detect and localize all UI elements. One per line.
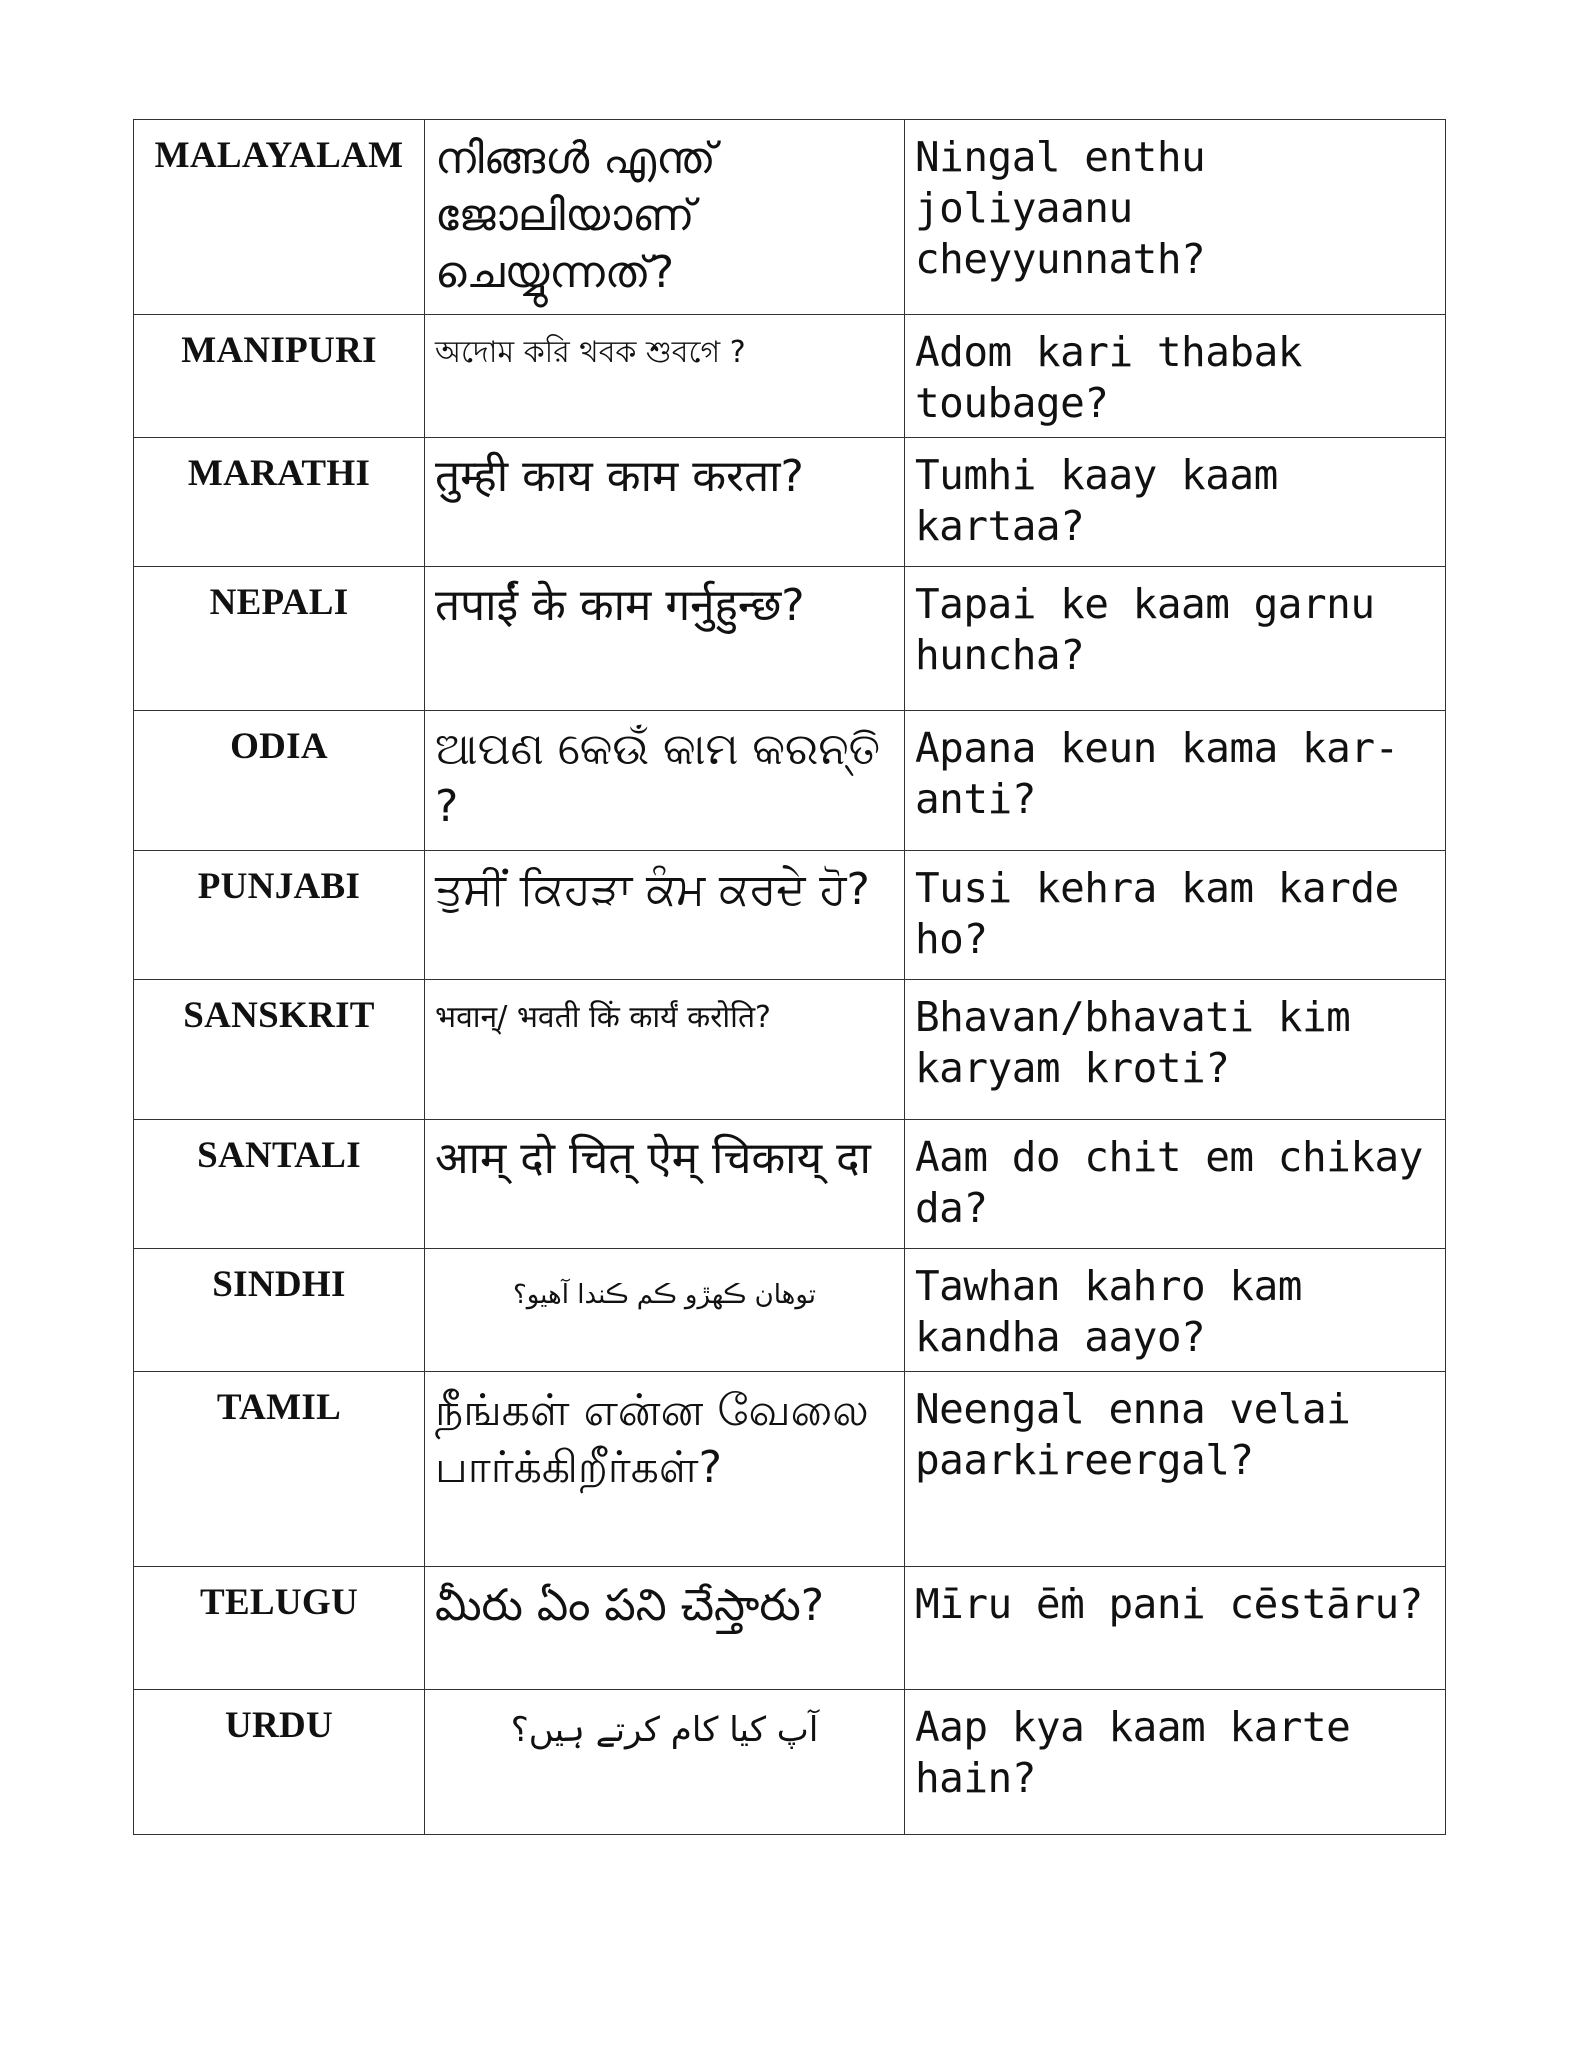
table-row [134, 120, 1446, 315]
table-row [134, 1690, 1446, 1835]
transliteration: Mīru ēṁ pani cēstāru? [905, 1567, 1446, 1690]
transliteration: Bhavan/bhavati kim karyam kroti? [905, 980, 1446, 1120]
language-name: NEPALI [134, 567, 425, 711]
native-phrase: നിങ്ങൾ എന്ത് ജോലിയാണ് ചെയ്യുന്നത്? [425, 120, 905, 315]
native-phrase: অদোম করি থবক শুবগে ? [425, 315, 905, 438]
language-name: SANSKRIT [134, 980, 425, 1120]
table-row [134, 438, 1446, 567]
transliteration: Tumhi kaay kaam kartaa? [905, 438, 1446, 567]
native-phrase: आम् दो चित् ऐम् चिकाय् दा [425, 1120, 905, 1249]
native-phrase: ਤੁਸੀਂ ਕਿਹੜਾ ਕੰਮ ਕਰਦੇ ਹੋ? [425, 851, 905, 980]
transliteration: Aam do chit em chikay da? [905, 1120, 1446, 1249]
language-name: TAMIL [134, 1372, 425, 1567]
table-row [134, 1372, 1446, 1567]
phrase-table [133, 119, 1446, 1835]
transliteration: Tapai ke kaam garnu huncha? [905, 567, 1446, 711]
table-row [134, 851, 1446, 980]
native-phrase: நீங்கள் என்ன வேலை பார்க்கிறீர்கள்? [425, 1372, 905, 1567]
native-phrase: آپ کیا کام کرتے ہیں؟ [425, 1690, 905, 1835]
language-name: MARATHI [134, 438, 425, 567]
language-name: ODIA [134, 711, 425, 851]
native-phrase: توهان ڪهڙو ڪم ڪندا آهيو؟ [425, 1249, 905, 1372]
table-row [134, 567, 1446, 711]
native-phrase: ଆପଣ କେଉଁ କାମ କରନ୍ତି ? [425, 711, 905, 851]
transliteration: Neengal enna velai paarkireergal? [905, 1372, 1446, 1567]
native-phrase: మీరు ఏం పని చేస్తారు? [425, 1567, 905, 1690]
language-name: TELUGU [134, 1567, 425, 1690]
native-phrase: तपाईं के काम गर्नुहुन्छ? [425, 567, 905, 711]
transliteration: Tusi kehra kam karde ho? [905, 851, 1446, 980]
table-row [134, 1249, 1446, 1372]
table-row [134, 1567, 1446, 1690]
table-row [134, 315, 1446, 438]
table-row [134, 711, 1446, 851]
language-name: URDU [134, 1690, 425, 1835]
transliteration: Tawhan kahro kam kandha aayo? [905, 1249, 1446, 1372]
transliteration: Adom kari thabak toubage? [905, 315, 1446, 438]
native-phrase: तुम्ही काय काम करता? [425, 438, 905, 567]
language-name: MALAYALAM [134, 120, 425, 315]
native-phrase: भवान्/ भवती किं कार्यं करोति? [425, 980, 905, 1120]
transliteration: Apana keun kama kar-anti? [905, 711, 1446, 851]
language-name: PUNJABI [134, 851, 425, 980]
transliteration: Aap kya kaam karte hain? [905, 1690, 1446, 1835]
transliteration: Ningal enthu joliyaanu cheyyunnath? [905, 120, 1446, 315]
language-name: SANTALI [134, 1120, 425, 1249]
language-name: MANIPURI [134, 315, 425, 438]
language-name: SINDHI [134, 1249, 425, 1372]
table-row [134, 980, 1446, 1120]
table-row [134, 1120, 1446, 1249]
